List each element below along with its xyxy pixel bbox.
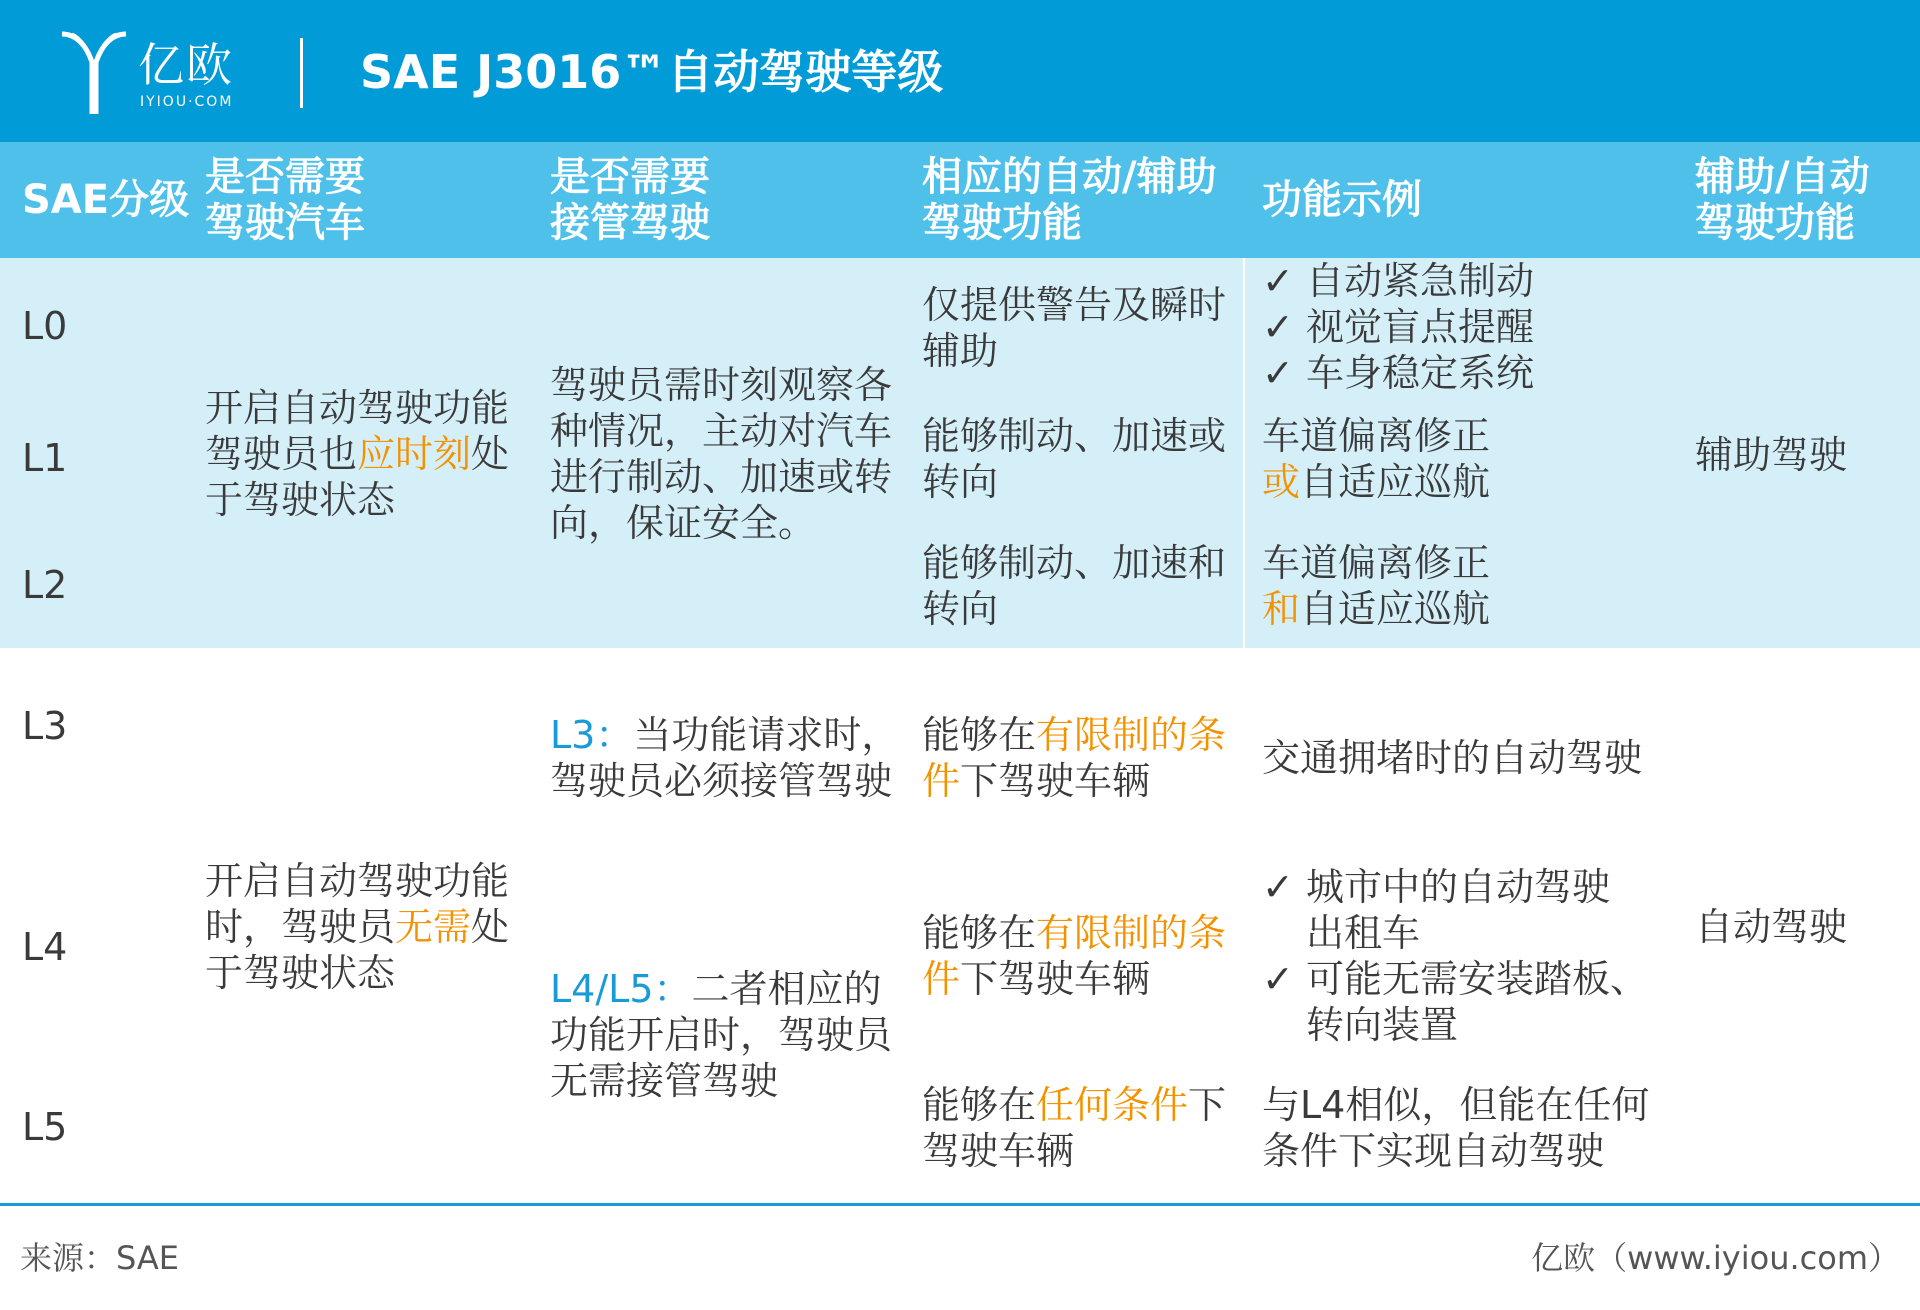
example-item bbox=[1262, 956, 1682, 1048]
need-drive-text-end: 处 于驾驶状态 bbox=[205, 905, 510, 995]
example-item bbox=[1262, 864, 1682, 956]
function-highlight: 有限制的条 件 bbox=[922, 911, 1227, 1001]
example-text: 车身稳定系统 bbox=[1306, 351, 1535, 395]
logo-url: IYIOU·COM bbox=[140, 94, 234, 110]
assist-need-takeover: 驾驶员需时刻观察各 种情况，主动对汽车 进行制动、加速或转 向，保证安全。 bbox=[550, 363, 893, 545]
example-text: 车道偏离修正 bbox=[1262, 414, 1491, 458]
example-text: 车道偏离修正 bbox=[1262, 541, 1491, 585]
check-icon: ✓ bbox=[1262, 305, 1294, 349]
example-text: 自适应巡航 bbox=[1300, 460, 1491, 504]
table-header-row bbox=[0, 142, 1920, 258]
example-text: 城市中的自动驾驶 出租车 bbox=[1306, 865, 1611, 955]
logo-mark-icon bbox=[58, 28, 130, 116]
function-highlight: 有限制的条 件 bbox=[922, 713, 1227, 803]
function-text: 下驾驶车辆 bbox=[960, 957, 1151, 1001]
takeover-tag: L3： bbox=[550, 713, 634, 757]
example-highlight: 或 bbox=[1262, 460, 1301, 504]
column-separator bbox=[1243, 258, 1245, 648]
example-text: 视觉盲点提醒 bbox=[1306, 305, 1535, 349]
example-text: 自适应巡航 bbox=[1300, 587, 1491, 631]
function-text: 下 驾驶车辆 bbox=[922, 1083, 1227, 1173]
l5-function bbox=[922, 1082, 1226, 1174]
credit-note: 亿欧（www.iyiou.com） bbox=[1531, 1239, 1900, 1277]
iyiou-logo bbox=[58, 28, 258, 118]
l2-example bbox=[1262, 540, 1490, 632]
l3-example: 交通拥堵时的自动驾驶 bbox=[1262, 736, 1643, 780]
function-text: 能够在 bbox=[922, 911, 1037, 955]
assist-need-drive bbox=[205, 385, 509, 523]
takeover-tag: L4/L5： bbox=[550, 967, 692, 1011]
l0-examples bbox=[1262, 258, 1682, 396]
col-header-examples: 功能示例 bbox=[1262, 177, 1422, 223]
bottom-rule bbox=[0, 1203, 1920, 1206]
l3-need-takeover bbox=[550, 712, 899, 804]
l5-example: 与L4相似，但能在任何 条件下实现自动驾驶 bbox=[1262, 1083, 1650, 1173]
col-header-function: 相应的自动/辅助 驾驶功能 bbox=[922, 154, 1217, 246]
need-drive-text: 开启自动驾驶功能 驾驶员也 bbox=[205, 386, 510, 476]
need-drive-text-end: 处 于驾驶状态 bbox=[205, 432, 510, 522]
l3-function bbox=[922, 712, 1226, 804]
level-l1: L1 bbox=[22, 436, 68, 480]
assist-category: 辅助驾驶 bbox=[1695, 433, 1848, 477]
auto-need-drive bbox=[205, 858, 509, 996]
need-drive-highlight: 应时刻 bbox=[357, 432, 472, 476]
col-header-level: SAE分级 bbox=[22, 177, 190, 223]
l0-function: 仅提供警告及瞬时 辅助 bbox=[922, 283, 1227, 373]
source-note: 来源：SAE bbox=[20, 1239, 180, 1277]
level-l0: L0 bbox=[22, 304, 68, 348]
example-highlight: 和 bbox=[1262, 587, 1301, 631]
l4-examples bbox=[1262, 864, 1682, 1048]
need-drive-highlight: 无需 bbox=[395, 905, 472, 949]
l1-example bbox=[1262, 413, 1490, 505]
function-text: 下驾驶车辆 bbox=[960, 759, 1151, 803]
example-text: 可能无需安装踏板、 转向装置 bbox=[1306, 957, 1649, 1047]
level-l2: L2 bbox=[22, 563, 68, 607]
header-divider bbox=[300, 38, 303, 108]
example-item bbox=[1262, 350, 1682, 396]
level-l5: L5 bbox=[22, 1105, 68, 1149]
logo-text: 亿欧 bbox=[138, 38, 234, 92]
check-icon: ✓ bbox=[1262, 957, 1294, 1001]
level-l4: L4 bbox=[22, 925, 68, 969]
l1-function: 能够制动、加速或 转向 bbox=[922, 414, 1227, 504]
takeover-text: 二者相应的 功能开启时，驾驶员 无需接管驾驶 bbox=[550, 967, 893, 1103]
check-icon: ✓ bbox=[1262, 259, 1294, 303]
col-header-need-drive: 是否需要 驾驶汽车 bbox=[205, 154, 365, 246]
function-text: 能够在 bbox=[922, 713, 1037, 757]
example-text: 自动紧急制动 bbox=[1306, 259, 1535, 303]
l45-need-takeover bbox=[550, 966, 892, 1104]
check-icon: ✓ bbox=[1262, 351, 1294, 395]
page-title: SAE J3016™自动驾驶等级 bbox=[360, 45, 944, 99]
example-item bbox=[1262, 304, 1682, 350]
need-drive-text: 开启自动驾驶功能 时，驾驶员 bbox=[205, 859, 510, 949]
check-icon: ✓ bbox=[1262, 865, 1294, 909]
col-header-category: 辅助/自动 驾驶功能 bbox=[1695, 154, 1870, 246]
function-highlight: 任何条件 bbox=[1036, 1083, 1189, 1127]
col-header-need-takeover: 是否需要 接管驾驶 bbox=[550, 154, 710, 246]
level-l3: L3 bbox=[22, 704, 68, 748]
function-text: 能够在 bbox=[922, 1083, 1037, 1127]
l2-function: 能够制动、加速和 转向 bbox=[922, 541, 1227, 631]
example-item bbox=[1262, 258, 1682, 304]
l4-function bbox=[922, 910, 1226, 1002]
takeover-text: 当功能请求时， 驾驶员必须接管驾驶 bbox=[550, 713, 900, 803]
auto-category: 自动驾驶 bbox=[1695, 905, 1848, 949]
header-bar bbox=[0, 0, 1920, 142]
